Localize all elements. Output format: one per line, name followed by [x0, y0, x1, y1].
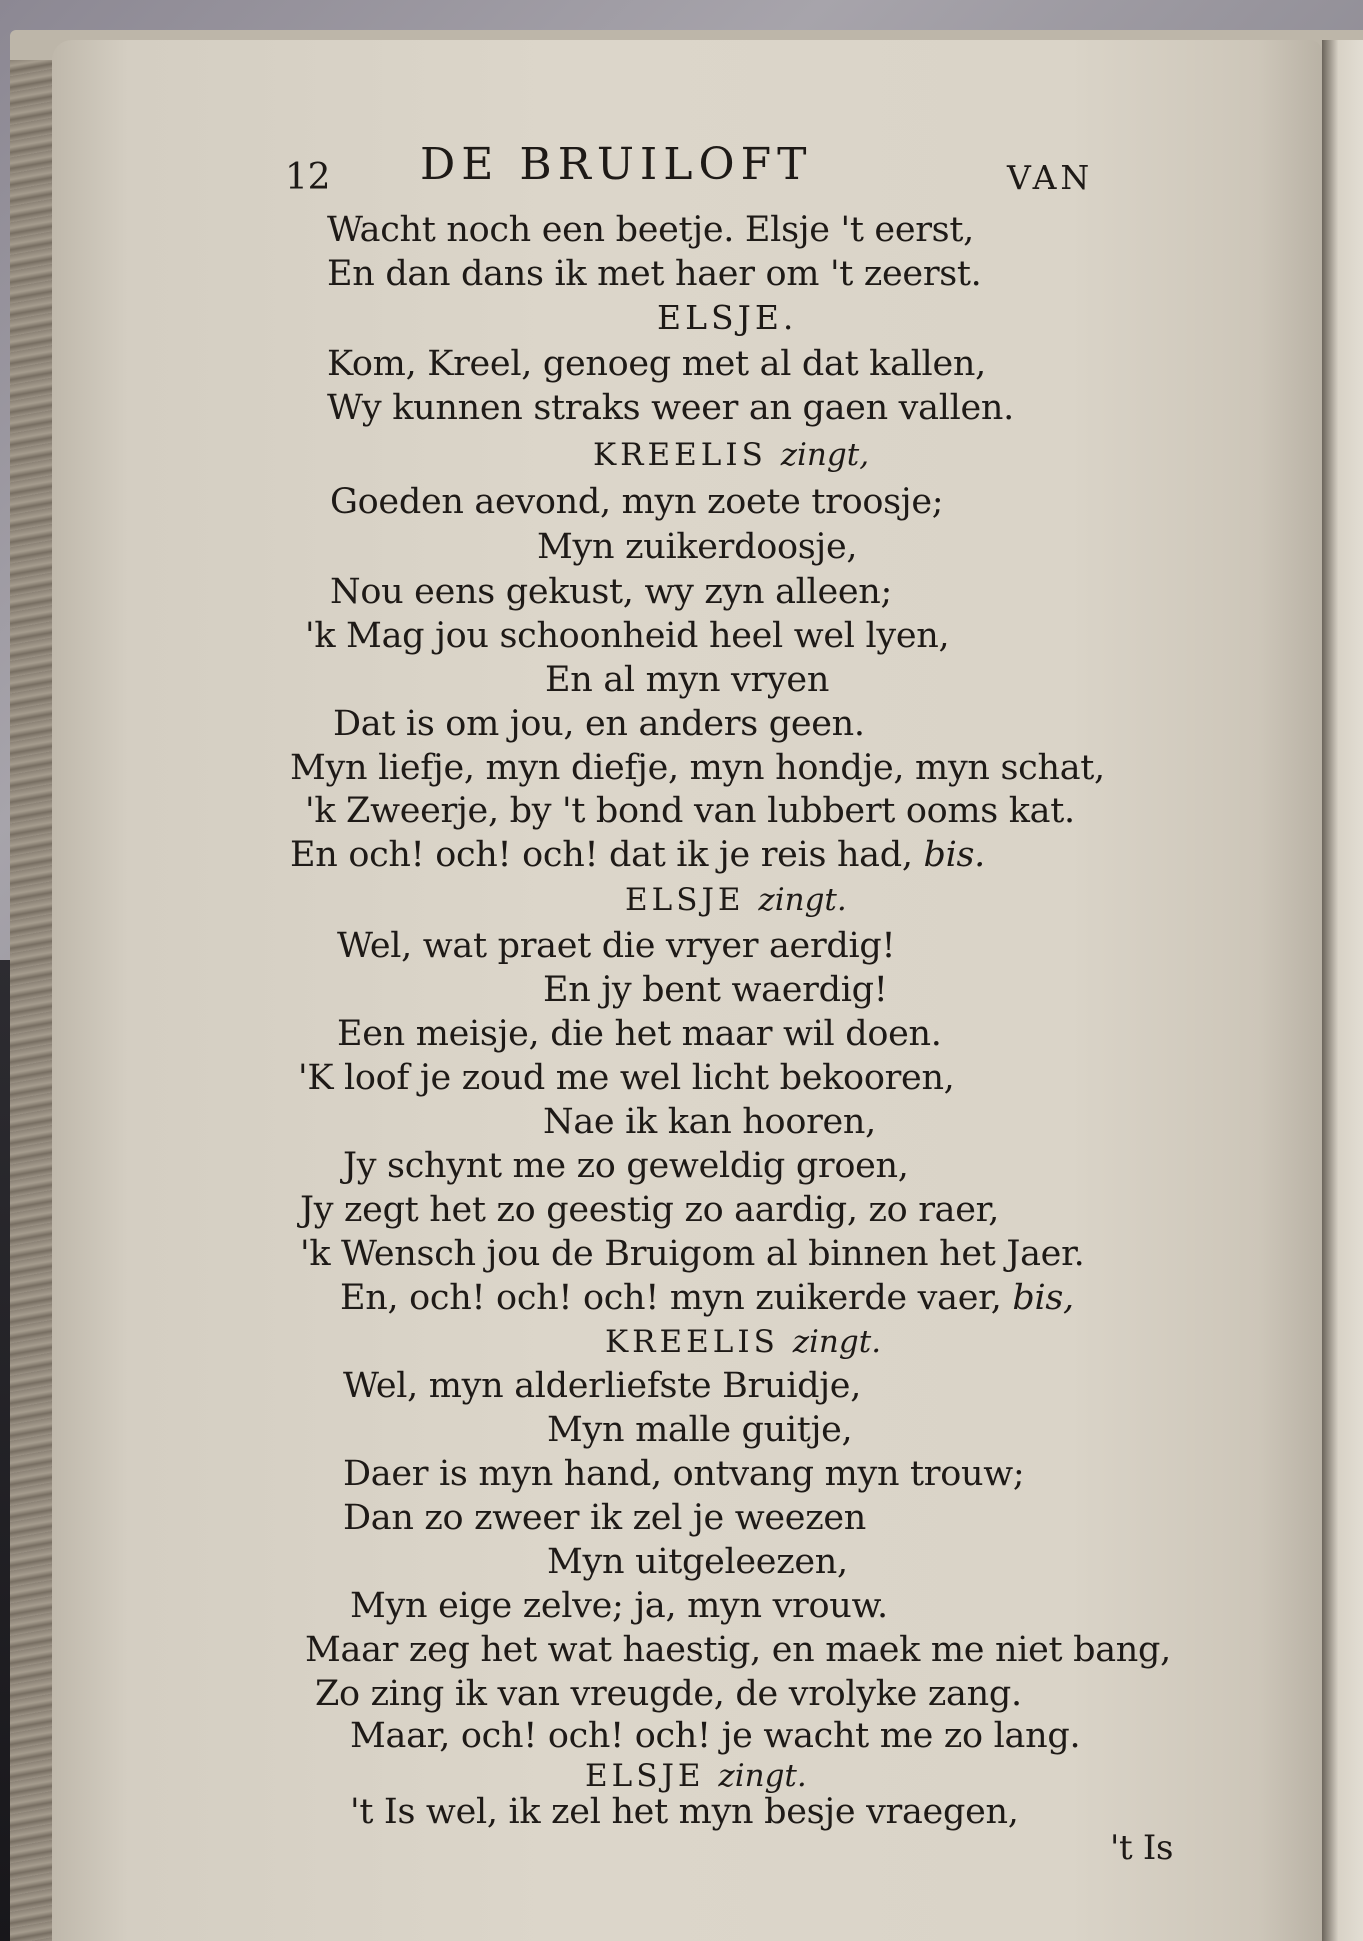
- verse-line: 'k Zweerje, by 't bond van lubbert ooms kat.: [305, 791, 1075, 831]
- verse-line: Nae ik kan hooren,: [543, 1102, 876, 1142]
- verse-line: Goeden aevond, myn zoete troosje;: [330, 482, 944, 522]
- verse-line: Jy zegt het zo geestig zo aardig, zo raer,: [300, 1190, 1000, 1230]
- verse-line: Nou eens gekust, wy zyn alleen;: [330, 572, 893, 612]
- verse-line: Myn eige zelve; ja, myn vrouw.: [350, 1586, 888, 1626]
- verse-line: Myn malle guitje,: [547, 1410, 853, 1450]
- page-number: 12: [285, 157, 331, 198]
- catchword: 't Is: [1110, 1828, 1174, 1868]
- verse-line: Wy kunnen straks weer an gaen vallen.: [327, 388, 1014, 428]
- verse-line: 'k Wensch jou de Bruigom al binnen het Jaer.: [300, 1234, 1085, 1274]
- verse-line: 'K loof je zoud me wel licht bekooren,: [298, 1058, 955, 1098]
- running-head: DE BRUILOFT: [420, 139, 813, 190]
- speaker-heading: ELSJE zingt.: [585, 1758, 807, 1794]
- facing-page-edge: [1322, 40, 1363, 1941]
- verse-line: En al myn vryen: [545, 660, 830, 700]
- running-head-suffix: VAN: [1007, 158, 1094, 197]
- verse-line: Myn liefje, myn diefje, myn hondje, myn schat,: [290, 748, 1105, 788]
- speaker-heading: KREELIS zingt,: [593, 437, 870, 473]
- verse-line: Wel, wat praet die vryer aerdig!: [337, 926, 896, 966]
- verse-line: Dan zo zweer ik zel je weezen: [343, 1498, 866, 1538]
- verse-line: 'k Mag jou schoonheid heel wel lyen,: [305, 616, 950, 656]
- verse-line: Maar zeg het wat haestig, en maek me niet bang,: [305, 1630, 1171, 1670]
- verse-line: Wel, myn alderliefste Bruidje,: [343, 1366, 862, 1406]
- verse-line: 't Is wel, ik zel het myn besje vraegen,: [350, 1792, 1019, 1832]
- verse-line: Myn uitgeleezen,: [547, 1542, 848, 1582]
- verse-line: Maar, och! och! och! je wacht me zo lang.: [350, 1716, 1081, 1756]
- verse-line: Een meisje, die het maar wil doen.: [337, 1014, 942, 1054]
- verse-line: Wacht noch een beetje. Elsje 't eerst,: [327, 210, 974, 250]
- verse-line: Myn zuikerdoosje,: [537, 527, 858, 567]
- verse-line: En jy bent waerdig!: [543, 970, 888, 1010]
- speaker-heading: ELSJE.: [657, 298, 798, 337]
- speaker-heading: ELSJE zingt.: [625, 882, 847, 918]
- verse-line: Jy schynt me zo geweldig groen,: [343, 1146, 909, 1186]
- verse-line: En dan dans ik met haer om 't zeerst.: [327, 254, 982, 294]
- verse-line: En och! och! och! dat ik je reis had, bis.: [290, 835, 986, 875]
- speaker-heading: KREELIS zingt.: [605, 1324, 882, 1360]
- verse-line: Zo zing ik van vreugde, de vrolyke zang.: [315, 1674, 1022, 1714]
- verse-line: Kom, Kreel, genoeg met al dat kallen,: [327, 344, 986, 384]
- verse-line: Daer is myn hand, ontvang myn trouw;: [343, 1454, 1025, 1494]
- verse-line: Dat is om jou, en anders geen.: [333, 704, 865, 744]
- verse-line: En, och! och! och! myn zuikerde vaer, bis,: [340, 1278, 1074, 1318]
